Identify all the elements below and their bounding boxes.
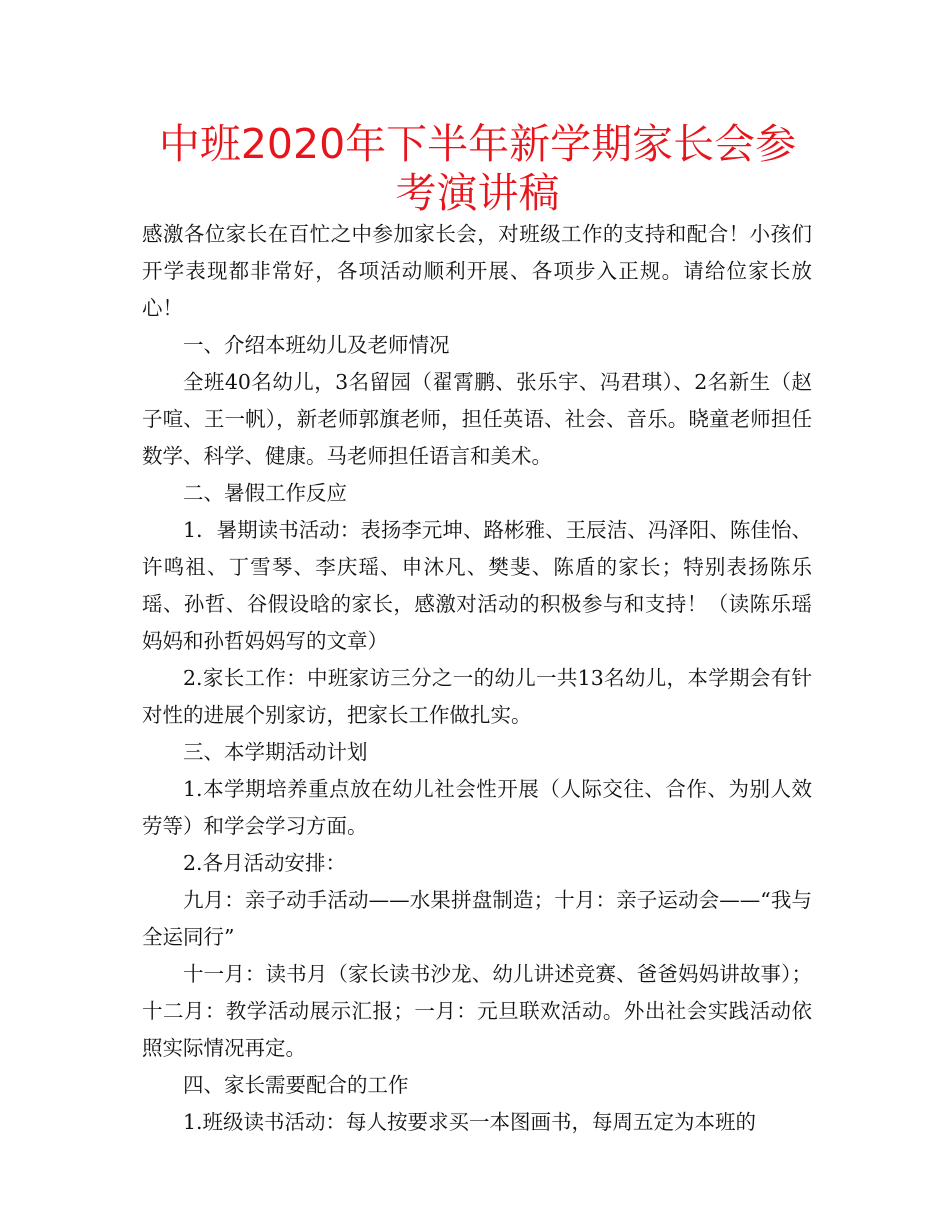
summer-reading-paragraph: 1．暑期读书活动：表扬李元坤、路彬雅、王辰洁、冯泽阳、陈佳怡、许鸣祖、丁雪琴、李庆瑶、申沐凡、樊斐、陈盾的家长；特别表扬陈乐瑶、孙哲、谷假设晗的家长，感激对活动的积极参与和支持！（读陈乐瑶妈妈和孙哲妈妈写的文章）: [142, 518, 812, 653]
document-title: 中班2020年下半年新学期家长会参考演讲稿: [158, 120, 797, 217]
section-heading-4: 四、家长需要配合的工作: [183, 1073, 409, 1097]
section-heading-2: 二、暑假工作反应: [183, 481, 347, 505]
class-reading-paragraph: 1.班级读书活动：每人按要求买一本图画书，每周五定为本班的: [183, 1110, 757, 1134]
section-heading-1: 一、介绍本班幼儿及老师情况: [183, 333, 450, 357]
sept-oct-paragraph: 九月：亲子动手活动——水果拼盘制造；十月：亲子运动会——“我与全运同行”: [142, 888, 812, 949]
monthly-plan-heading: 2.各月活动安排：: [183, 851, 347, 875]
focus-paragraph: 1.本学期培养重点放在幼儿社会性开展（人际交往、合作、为别人效劳等）和学会学习方面。: [142, 777, 812, 838]
section-heading-3: 三、本学期活动计划: [183, 740, 368, 764]
home-visit-paragraph: 2.家长工作：中班家访三分之一的幼儿一共13名幼儿，本学期会有针对性的进展个别家访，把家长工作做扎实。: [142, 666, 812, 727]
intro-paragraph: 感激各位家长在百忙之中参加家长会，对班级工作的支持和配合！小孩们开学表现都非常好，各项活动顺利开展、各项步入正规。请给位家长放心！: [142, 222, 812, 320]
document-body: [142, 216, 812, 1141]
class-info-paragraph: 全班40名幼儿，3名留园（翟霄鹏、张乐宇、冯君琪）、2名新生（赵子喧、王一帆），新老师郭旗老师，担任英语、社会、音乐。晓童老师担任数学、科学、健康。马老师担任语言和美术。: [142, 370, 812, 468]
nov-jan-paragraph: 十一月：读书月（家长读书沙龙、幼儿讲述竞赛、爸爸妈妈讲故事）；十二月：教学活动展示汇报；一月：元旦联欢活动。外出社会实践活动依照实际情况再定。: [142, 962, 812, 1060]
